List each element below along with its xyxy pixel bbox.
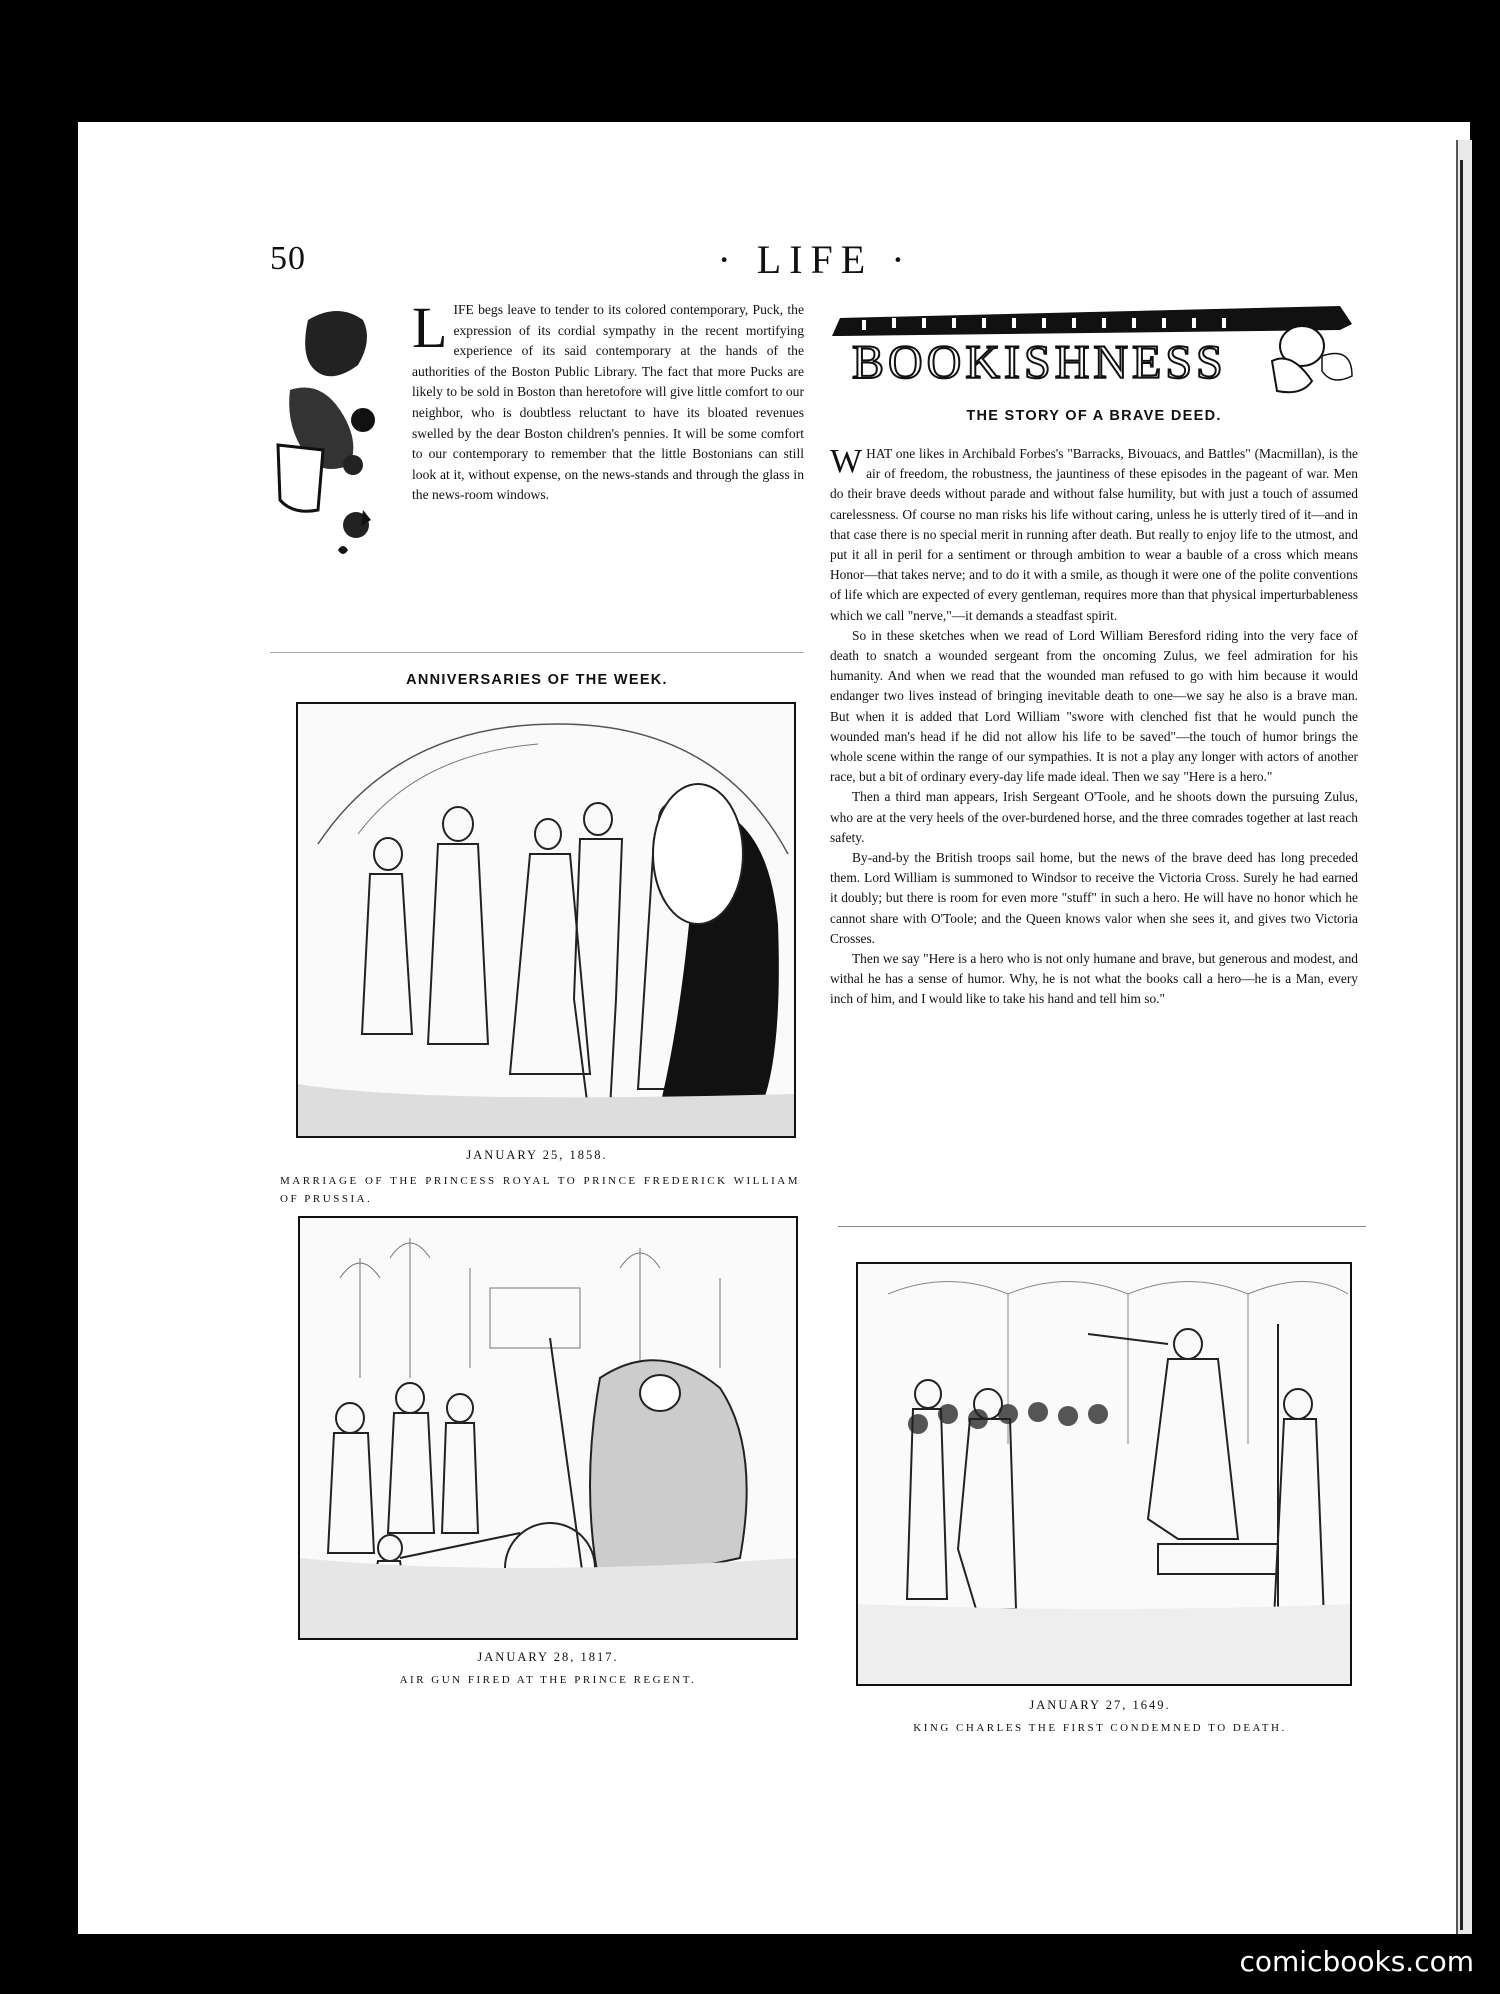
banner-title: BOOKISHNESS [852,336,1227,389]
divider [838,1226,1366,1227]
story-paragraph: Then a third man appears, Irish Sergeant O'Toole, and he shoots down the pursuing Zulus, who are at the very heels of the over-burdened horse, and the three comrades together at last reach safety. [830,789,1358,845]
lead-paragraph [270,295,804,574]
story-paragraph: WHAT one likes in Archibald Forbes's "Barracks, Bivouacs, and Battles" (Macmillan), is the air of freedom, the robustness, the jauntiness of these episodes in the pageant of war. Men do their brave deeds without parade and without false humility, but with just a touch of assumed carelessness. Of course no man risks his life without caring, unless he is utterly tired of it—and in that case there is no special merit in running after death. But really to enjoy life to the utmost, and put it all in peril for a sentiment or through ambition to wear a bauble of a cross which means Honor—that takes nerve; and to do it with a smile, as though it were one of the polite conventions of life which are expected of every gentleman, requires more than that physical imperturbableness which we call "nerve,"—it demands a steadfast spirit. [830,443,1358,623]
puck-hand-illustration [268,300,404,570]
page-number: 50 [270,240,306,277]
site-watermark: comicbooks.com [1239,1945,1474,1978]
story-paragraph: So in these sketches when we read of Lord William Beresford riding into the very face of death to snatch a wounded sergeant from the oncoming Zulus, we feel admiration for his humanity. And when we read that the wounded man refused to go with him because it would endanger two lives instead of bringing inevitable death to one—we say he also is a brave man. But when it is added that Lord William "swore with clenched fist that he would punch the wounded man's head if he did not allow his life to be saved"—the touch of humor brings the whole scene within the range of our sympathies. It is not a play any longer with actors of another race, but a bit of ordinary every-day life made ideal. Then we say "Here is a hero." [830,627,1358,785]
illustration-date-1: JANUARY 25, 1858. [466,1148,608,1162]
binding-line [1460,160,1463,1930]
marriage-illustration [296,702,796,1138]
illustration-date-3: JANUARY 27, 1649. [1029,1698,1171,1712]
story-paragraph: Then we say "Here is a hero who is not only humane and brave, but generous and modest, and withal he has a sense of humor. Why, he is not what the books call a hero—he is a Man, every inch of him, and I would like to take his hand and tell him so." [830,951,1358,1007]
air-gun-illustration [298,1216,798,1640]
illustration-caption-3: KING CHARLES THE FIRST CONDEMNED TO DEATH. [913,1722,1287,1734]
bookishness-banner [832,296,1360,406]
divider [270,652,804,653]
anniversaries-title: ANNIVERSARIES OF THE WEEK. [406,672,668,688]
lead-text: IFE begs leave to tender to its colored contemporary, Puck, the expression of its cordial sympathy in the recent mortifying experience of its said contemporary at the hands of the authorities of the Boston Public Library. The fact that more Pucks are likely to be sold in Boston than heretofore will give little comfort to our neighbor, who is doubtless reluctant to have its bloated revenues swelled by the dear Boston children's pennies. It will be some comfort to our contemporary to remember that the little Bostonians can still look at it, without expense, on the news-stands and through the glass in the news-room windows. [412,302,804,503]
story-text [830,444,1358,1010]
drop-cap: L [412,295,448,360]
illustration-caption-2: AIR GUN FIRED AT THE PRINCE REGENT. [399,1674,697,1686]
illustration-caption-1: MARRIAGE OF THE PRINCESS ROYAL TO PRINCE FREDERICK WILLIAM OF PRUSSIA. [280,1175,800,1205]
story-title: THE STORY OF A BRAVE DEED. [966,408,1222,424]
king-charles-illustration [856,1262,1352,1686]
story-paragraph: By-and-by the British troops sail home, but the news of the brave deed has long preceded them. Lord William is summoned to Windsor to receive the Victoria Cross. Surely he had earned it doubly; but there is room for even more "stuff" in such a hero. He will have no honor which he cannot share with O'Toole; and the Queen knows valor when she sees it, and gives two Victoria Crosses. [830,850,1358,946]
masthead: · LIFE · [717,237,913,282]
illustration-date-2: JANUARY 28, 1817. [477,1650,619,1664]
story-drop-cap: W [830,443,863,480]
page-edge [1456,140,1472,1934]
